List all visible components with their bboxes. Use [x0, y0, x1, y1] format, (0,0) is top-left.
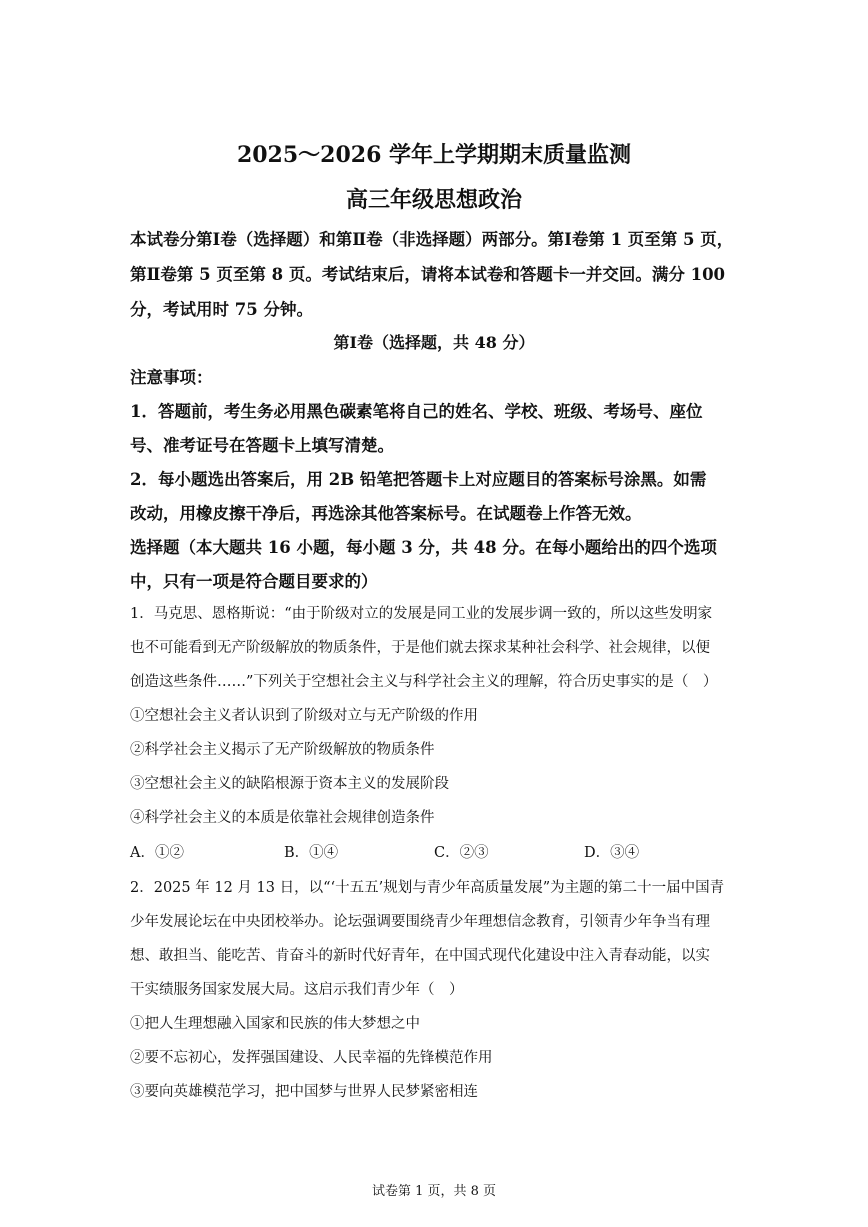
q1-option-c: C．②③	[434, 845, 489, 861]
exam-subject: 高三年级思想政治	[345, 187, 522, 213]
choice-intro-line: 中，只有一项是符合题目要求的）	[130, 572, 378, 591]
q1-item: ②科学社会主义揭示了无产阶级解放的物质条件	[130, 742, 435, 758]
page-footer: 试卷第 1 页，共 8 页	[371, 1184, 497, 1199]
q1-option-d: D．③④	[584, 845, 640, 861]
q1-stem-line: 1．马克思、恩格斯说：“由于阶级对立的发展是同工业的发展步调一致的，所以这些发明家	[130, 606, 713, 622]
notes-line: 号、准考证号在答题卡上填写清楚。	[130, 436, 394, 455]
q1-item: ④科学社会主义的本质是依靠社会规律创造条件	[130, 810, 435, 826]
q2-item: ②要不忘初心，发挥强国建设、人民幸福的先锋模范作用	[130, 1050, 493, 1066]
q2-stem-line: 干实绩服务国家发展大局。这启示我们青少年（ ）	[130, 982, 464, 998]
section-heading: 第Ⅰ卷（选择题，共 48 分）	[333, 333, 535, 352]
q1-option-a: A．①②	[130, 845, 184, 861]
notes-line: 1．答题前，考生务必用黑色碳素笔将自己的姓名、学校、班级、考场号、座位	[130, 402, 703, 421]
q2-stem-line: 想、敢担当、能吃苦、肯奋斗的新时代好青年，在中国式现代化建设中注入青春动能，以实	[130, 948, 710, 964]
q1-item: ①空想社会主义者认识到了阶级对立与无产阶级的作用	[130, 708, 478, 724]
intro-line: 分，考试用时 75 分钟。	[130, 300, 313, 319]
q1-item: ③空想社会主义的缺陷根源于资本主义的发展阶段	[130, 776, 449, 792]
choice-intro-line: 选择题（本大题共 16 小题，每小题 3 分，共 48 分。在每小题给出的四个选项	[130, 538, 717, 557]
q1-stem-line: 创造这些条件……”下列关于空想社会主义与科学社会主义的理解，符合历史事实的是（ ）	[130, 674, 718, 690]
q1-stem-line: 也不可能看到无产阶级解放的物质条件，于是他们就去探求某种社会科学、社会规律，以便	[130, 640, 710, 656]
exam-title: 2025～2026 学年上学期期末质量监测	[236, 142, 632, 168]
intro-line: 本试卷分第Ⅰ卷（选择题）和第Ⅱ卷（非选择题）两部分。第Ⅰ卷第 1 页至第 5 页，	[130, 230, 734, 249]
intro-line: 第Ⅱ卷第 5 页至第 8 页。考试结束后，请将本试卷和答题卡一并交回。满分 100	[130, 265, 726, 284]
notes-line: 改动，用橡皮擦干净后，再选涂其他答案标号。在试题卷上作答无效。	[130, 504, 642, 523]
q1-option-b: B．①④	[284, 845, 339, 861]
q2-item: ①把人生理想融入国家和民族的伟大梦想之中	[130, 1016, 420, 1032]
notes-line: 2．每小题选出答案后，用 2B 铅笔把答题卡上对应题目的答案标号涂黑。如需	[130, 470, 707, 489]
q2-stem-line: 2．2025 年 12 月 13 日，以“‘十五五’规划与青少年高质量发展”为主题的第二十一届中国青	[130, 880, 725, 896]
notes-heading: 注意事项：	[130, 368, 213, 387]
q2-item: ③要向英雄模范学习，把中国梦与世界人民梦紧密相连	[130, 1084, 478, 1100]
q2-stem-line: 少年发展论坛在中央团校举办。论坛强调要围绕青少年理想信念教育，引领青少年争当有理	[130, 914, 710, 930]
